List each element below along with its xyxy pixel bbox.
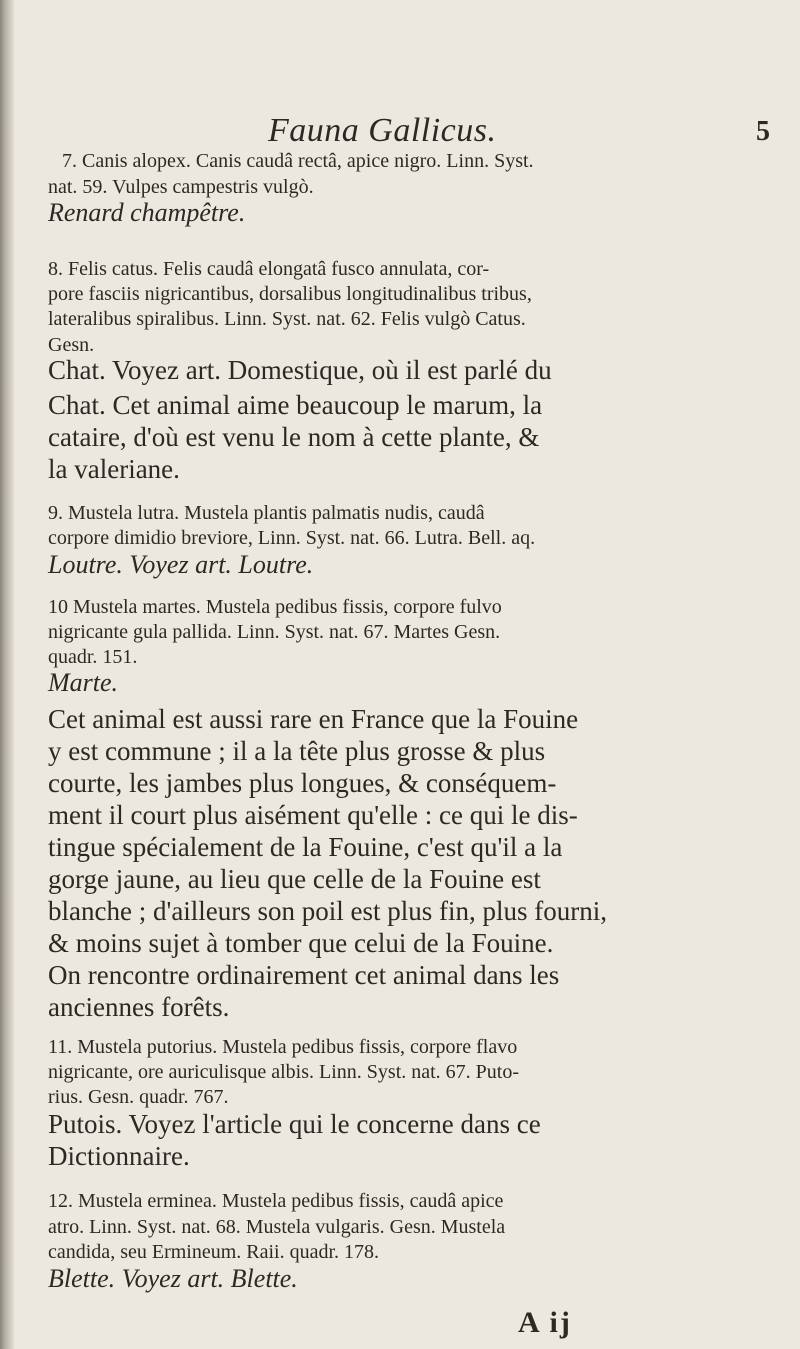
page-number: 5 (756, 116, 770, 147)
entry-10-common-name: Marte. (48, 668, 119, 697)
entry-10-text-9: On rencontre ordinairement cet animal dans les (48, 960, 560, 990)
entry-11-line-2: nigricante, ore auriculisque albis. Linn. Syst. nat. 67. Puto- (48, 1061, 520, 1083)
page-gutter (0, 0, 14, 1349)
entry-9-line-2: corpore dimidio breviore, Linn. Syst. nat. 66. Lutra. Bell. aq. (48, 527, 536, 549)
entry-10-text-1: Cet animal est aussi rare en France que la Fouine (48, 704, 579, 734)
entry-8-line-1: 8. Felis catus. Felis caudâ elongatâ fusco annulata, cor- (48, 258, 490, 280)
entry-11-line-3: rius. Gesn. quadr. 767. (48, 1086, 229, 1108)
entry-8-line-2: pore fasciis nigricantibus, dorsalibus longitudinalibus tribus, (48, 283, 532, 305)
entry-11-text-2: Dictionnaire. (48, 1141, 190, 1171)
entry-11-text-1: Putois. Voyez l'article qui le concerne dans ce (48, 1109, 541, 1139)
entry-12-line-2: atro. Linn. Syst. nat. 68. Mustela vulgaris. Gesn. Mustela (48, 1216, 506, 1238)
entry-9-line-1: 9. Mustela lutra. Mustela plantis palmatis nudis, caudâ (48, 502, 485, 524)
entry-8-text-4: la valeriane. (48, 454, 180, 484)
entry-10-text-8: & moins sujet à tomber que celui de la Fouine. (48, 928, 554, 958)
entry-12-line-3: candida, seu Ermineum. Raii. quadr. 178. (48, 1241, 380, 1263)
entry-10-text-10: anciennes forêts. (48, 992, 230, 1022)
entry-10-text-5: tingue spécialement de la Fouine, c'est qu'il a la (48, 832, 563, 862)
entry-8-text-3: cataire, d'où est venu le nom à cette plante, & (48, 422, 540, 452)
entry-10-line-3: quadr. 151. (48, 646, 138, 668)
entry-12-common-name: Blette. Voyez art. Blette. (48, 1264, 298, 1293)
entry-10-text-2: y est commune ; il a la tête plus grosse & plus (48, 736, 546, 766)
entry-10-text-3: courte, les jambes plus longues, & conséquem- (48, 768, 557, 798)
entry-7-line-2: nat. 59. Vulpes campestris vulgò. (48, 176, 314, 198)
page-title: Fauna Gallicus. (268, 112, 497, 149)
signature-mark: A ij (518, 1306, 572, 1339)
entry-10-text-7: blanche ; d'ailleurs son poil est plus fin, plus fourni, (48, 896, 608, 926)
entry-10-text-6: gorge jaune, au lieu que celle de la Fouine est (48, 864, 541, 894)
entry-12-line-1: 12. Mustela erminea. Mustela pedibus fissis, caudâ apice (48, 1190, 504, 1212)
entry-10-text-4: ment il court plus aisément qu'elle : ce qui le dis- (48, 800, 578, 830)
entry-11-line-1: 11. Mustela putorius. Mustela pedibus fissis, corpore flavo (48, 1036, 518, 1058)
entry-8-line-4: Gesn. (48, 334, 95, 356)
entry-7-line-1: 7. Canis alopex. Canis caudâ rectâ, apice nigro. Linn. Syst. (62, 150, 534, 172)
entry-10-line-1: 10 Mustela martes. Mustela pedibus fissis, corpore fulvo (48, 596, 502, 618)
entry-8-text-2: Chat. Cet animal aime beaucoup le marum, la (48, 390, 543, 420)
entry-10-line-2: nigricante gula pallida. Linn. Syst. nat. 67. Martes Gesn. (48, 621, 501, 643)
entry-8-line-3: lateralibus spiralibus. Linn. Syst. nat. 62. Felis vulgò Catus. (48, 308, 526, 330)
entry-8-text-1: Chat. Voyez art. Domestique, où il est parlé du (48, 355, 552, 385)
entry-9-common-name: Loutre. Voyez art. Loutre. (48, 550, 314, 579)
entry-7-common-name: Renard champêtre. (48, 198, 246, 227)
